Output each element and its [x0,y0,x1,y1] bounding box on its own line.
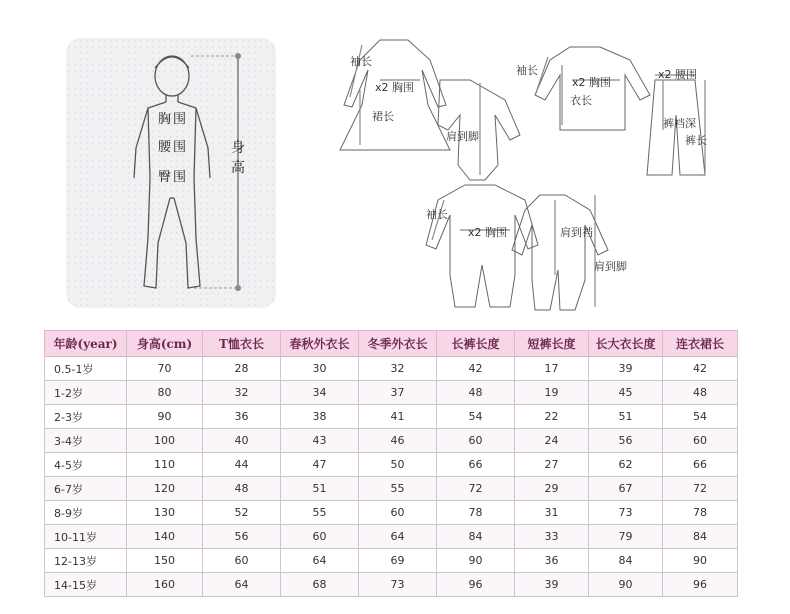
table-row [45,357,738,381]
table-cell: 39 [589,357,663,381]
pants-crotch-label: 裤裆深 [663,117,696,130]
table-cell: 48 [203,477,281,501]
table-cell: 31 [515,501,589,525]
table-cell: 8-9岁 [45,501,127,525]
header-dress: 连衣裙长 [663,331,738,357]
table-cell: 47 [281,453,359,477]
table-row [45,525,738,549]
table-cell: 4-5岁 [45,453,127,477]
table-cell: 43 [281,429,359,453]
table-cell: 64 [359,525,437,549]
header-spring-coat: 春秋外衣长 [281,331,359,357]
table-cell: 66 [437,453,515,477]
sleeper-outline [512,195,608,310]
set-sleeve-label: 袖长 [516,64,538,77]
table-cell: 84 [437,525,515,549]
table-cell: 41 [359,405,437,429]
table-cell: 96 [663,573,738,597]
table-cell: 73 [589,501,663,525]
table-cell: 67 [589,477,663,501]
table-cell: 38 [281,405,359,429]
table-cell: 130 [127,501,203,525]
table-cell: 90 [663,549,738,573]
table-cell: 54 [437,405,515,429]
table-cell: 120 [127,477,203,501]
table-cell: 56 [203,525,281,549]
table-cell: 51 [281,477,359,501]
table-cell: 84 [589,549,663,573]
table-cell: 150 [127,549,203,573]
table-cell: 96 [437,573,515,597]
table-cell: 29 [515,477,589,501]
table-cell: 48 [437,381,515,405]
body-figure-panel [66,38,276,308]
table-cell: 100 [127,429,203,453]
table-header-row [45,331,738,357]
table-cell: 44 [203,453,281,477]
romper-sleeve-label: 袖长 [426,208,448,221]
table-cell: 32 [359,357,437,381]
dress-chest-label: x2 胸围 [375,81,415,94]
pants-length-label: 裤长 [685,134,707,147]
table-cell: 19 [515,381,589,405]
header-pants: 长裤长度 [437,331,515,357]
table-row [45,405,738,429]
table-cell: 40 [203,429,281,453]
table-cell: 60 [281,525,359,549]
table-cell: 90 [127,405,203,429]
romper-chest-label: x2 胸围 [468,226,508,239]
table-cell: 27 [515,453,589,477]
table-cell: 24 [515,429,589,453]
table-cell: 36 [203,405,281,429]
table-cell: 10-11岁 [45,525,127,549]
table-cell: 60 [437,429,515,453]
table-cell: 72 [437,477,515,501]
table-cell: 55 [281,501,359,525]
size-chart-table [44,330,738,597]
table-cell: 12-13岁 [45,549,127,573]
table-cell: 90 [437,549,515,573]
table-cell: 42 [663,357,738,381]
table-cell: 78 [663,501,738,525]
table-cell: 90 [589,573,663,597]
table-cell: 34 [281,381,359,405]
header-long-coat: 长大衣长度 [589,331,663,357]
table-cell: 70 [127,357,203,381]
table-cell: 3-4岁 [45,429,127,453]
table-row [45,429,738,453]
table-cell: 1-2岁 [45,381,127,405]
dress-sleeve-label: 袖长 [350,55,372,68]
table-cell: 51 [589,405,663,429]
dress-length-label: 裙长 [372,110,394,123]
table-cell: 17 [515,357,589,381]
table-cell: 55 [359,477,437,501]
table-cell: 42 [437,357,515,381]
table-cell: 32 [203,381,281,405]
table-cell: 79 [589,525,663,549]
table-cell: 22 [515,405,589,429]
header-height: 身高(cm) [127,331,203,357]
chest-label: 胸围 [158,112,189,127]
header-age: 年龄(year) [45,331,127,357]
table-cell: 68 [281,573,359,597]
table-row [45,501,738,525]
romper-shoulder-label: 肩到裆 [560,226,593,239]
table-cell: 66 [663,453,738,477]
table-cell: 69 [359,549,437,573]
table-cell: 60 [663,429,738,453]
romper-length-label: 肩到脚 [594,260,627,273]
table-row [45,573,738,597]
table-cell: 60 [359,501,437,525]
table-cell: 60 [203,549,281,573]
table-cell: 39 [515,573,589,597]
table-cell: 50 [359,453,437,477]
table-cell: 36 [515,549,589,573]
table-cell: 48 [663,381,738,405]
table-cell: 140 [127,525,203,549]
header-shorts: 短裤长度 [515,331,589,357]
table-cell: 30 [281,357,359,381]
hip-label: 臀围 [158,170,189,185]
table-row [45,477,738,501]
table-cell: 72 [663,477,738,501]
table-cell: 52 [203,501,281,525]
header-tshirt: T恤衣长 [203,331,281,357]
table-cell: 56 [589,429,663,453]
table-cell: 14-15岁 [45,573,127,597]
table-cell: 73 [359,573,437,597]
height-label: 身高 [231,140,245,176]
set-chest-label: x2 胸围 [572,76,612,89]
table-cell: 46 [359,429,437,453]
table-cell: 80 [127,381,203,405]
table-cell: 84 [663,525,738,549]
table-cell: 28 [203,357,281,381]
table-cell: 160 [127,573,203,597]
table-cell: 64 [281,549,359,573]
set-waist-label: x2 腰围 [658,68,698,81]
table-cell: 78 [437,501,515,525]
table-cell: 6-7岁 [45,477,127,501]
table-cell: 54 [663,405,738,429]
table-cell: 2-3岁 [45,405,127,429]
waist-label: 腰围 [158,140,189,155]
bodysuit-length-label: 肩到脚 [446,130,479,143]
table-cell: 62 [589,453,663,477]
table-cell: 64 [203,573,281,597]
table-row [45,381,738,405]
table-cell: 45 [589,381,663,405]
table-cell: 33 [515,525,589,549]
table-cell: 110 [127,453,203,477]
set-length-label: 衣长 [570,94,592,107]
header-winter-coat: 冬季外衣长 [359,331,437,357]
table-cell: 0.5-1岁 [45,357,127,381]
table-row [45,453,738,477]
table-cell: 37 [359,381,437,405]
table-row [45,549,738,573]
